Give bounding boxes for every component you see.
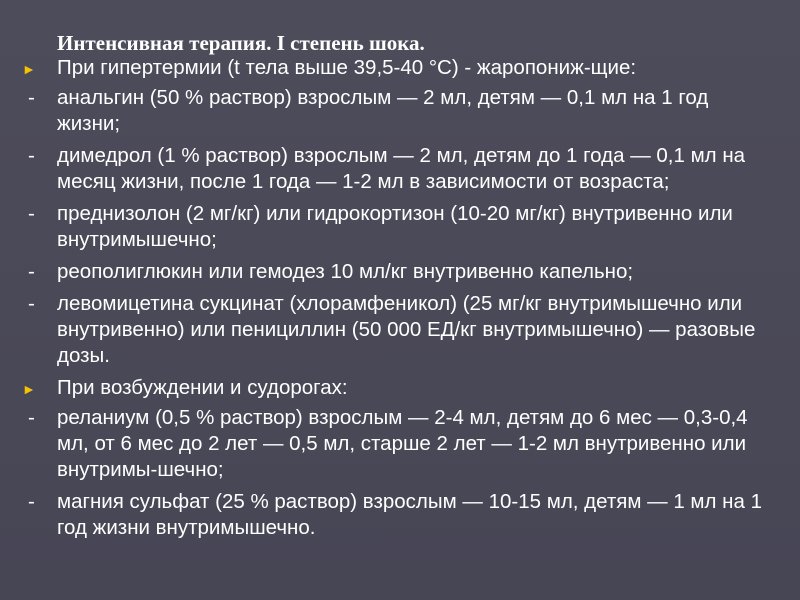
slide-title: Интенсивная терапия. I степень шока. [57,31,425,55]
dash-bullet-icon: - [28,260,35,283]
dash-bullet-icon: - [28,490,35,513]
list-item-analgin [0,85,800,137]
list-item-relanium [0,405,800,483]
list-item-text: магния сульфат (25 % раствор) взрослым — 10-15 мл, детям — 1 мл на 1 год жизни внутримышечно. [57,490,762,539]
list-item-text: левомицетина сукцинат (хлорамфеникол) (25 мг/кг внутримышечно или внутривенно) или пенициллин (50 000 ЕД/кг внутримышечно) — разовые дозы. [57,292,756,367]
list-item-text: реополиглюкин или гемодез 10 мл/кг внутривенно капельно; [57,260,634,283]
list-item-text: преднизолон (2 мг/кг) или гидрокортизон (10-20 мг/кг) внутривенно или внутримышечно; [57,202,733,251]
list-item-hyperthermia-header [0,55,800,81]
list-item-prednisolone [0,201,800,253]
list-item-dimedrol [0,143,800,195]
arrow-bullet-icon: ► [22,381,36,397]
list-item-text: При возбуждении и судорогах: [57,376,348,399]
dash-bullet-icon: - [28,202,35,225]
list-item-seizures-header [0,375,800,401]
content-list [0,55,800,547]
dash-bullet-icon: - [28,292,35,315]
list-item-levomycetin [0,291,800,369]
list-item-magnesium-sulfate [0,489,800,541]
arrow-bullet-icon: ► [22,61,36,77]
dash-bullet-icon: - [28,406,35,429]
dash-bullet-icon: - [28,86,35,109]
list-item-text: димедрол (1 % раствор) взрослым — 2 мл, детям до 1 года — 0,1 мл на месяц жизни, после 1 года — 1-2 мл в зависимости от возраста; [57,144,746,193]
list-item-text: При гипертермии (t тела выше 39,5-40 °С) - жаропониж-щие: [57,56,637,79]
list-item-text: анальгин (50 % раствор) взрослым — 2 мл, детям — 0,1 мл на 1 год жизни; [57,86,709,135]
list-item-reopolyglucin [0,259,800,285]
list-item-text: реланиум (0,5 % раствор) взрослым — 2-4 мл, детям до 6 мес — 0,3-0,4 мл, от 6 мес до 2 лет — 0,5 мл, старше 2 лет — 1-2 мл внутривенно или внутримы-шечно; [57,406,748,481]
dash-bullet-icon: - [28,144,35,167]
